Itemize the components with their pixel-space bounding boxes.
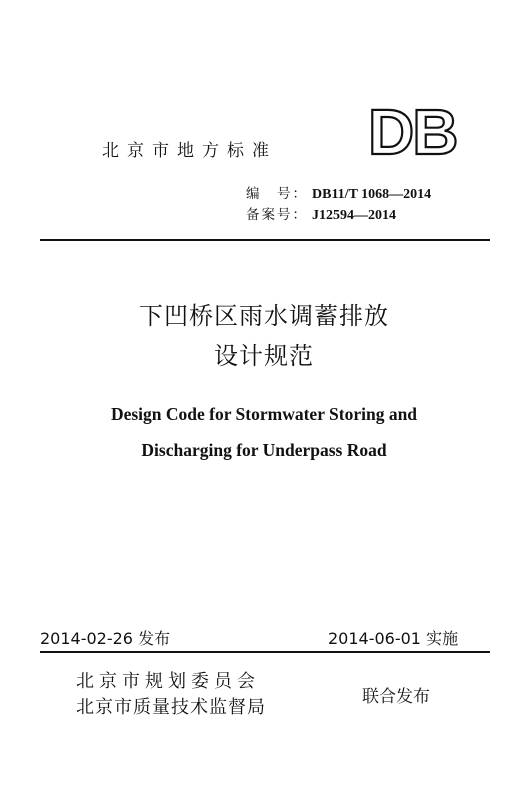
record-number-value: J12594—2014 (312, 208, 396, 223)
issue-date: 2014-02-26 发布 (40, 629, 171, 648)
bottom-divider (40, 651, 490, 653)
record-number-row (246, 205, 431, 226)
title-cn-line1: 下凹桥区雨水调蓄排放 (139, 302, 389, 330)
standard-number-label: 编 号： (246, 186, 308, 202)
publisher-2: 北京市质量技术监督局 (76, 697, 266, 718)
standard-codes (246, 184, 431, 226)
publisher-1: 北京市规划委员会 (76, 671, 260, 692)
standard-number-row (246, 184, 431, 205)
title-cn-line2: 设计规范 (214, 342, 314, 370)
standard-type-label: 北京市地方标准 (102, 141, 277, 161)
standard-number-value: DB11/T 1068—2014 (312, 187, 432, 202)
title-en-line1: Design Code for Stormwater Storing and (110, 404, 418, 424)
joint-release-label: 联合发布 (362, 687, 430, 707)
record-number-label: 备案号： (246, 207, 308, 223)
db-logo-text: DB (368, 100, 457, 160)
db-logo (366, 100, 478, 160)
implementation-date: 2014-06-01 实施 (328, 629, 459, 648)
title-en-line2: Discharging for Underpass Road (141, 440, 387, 460)
top-divider (40, 239, 490, 241)
